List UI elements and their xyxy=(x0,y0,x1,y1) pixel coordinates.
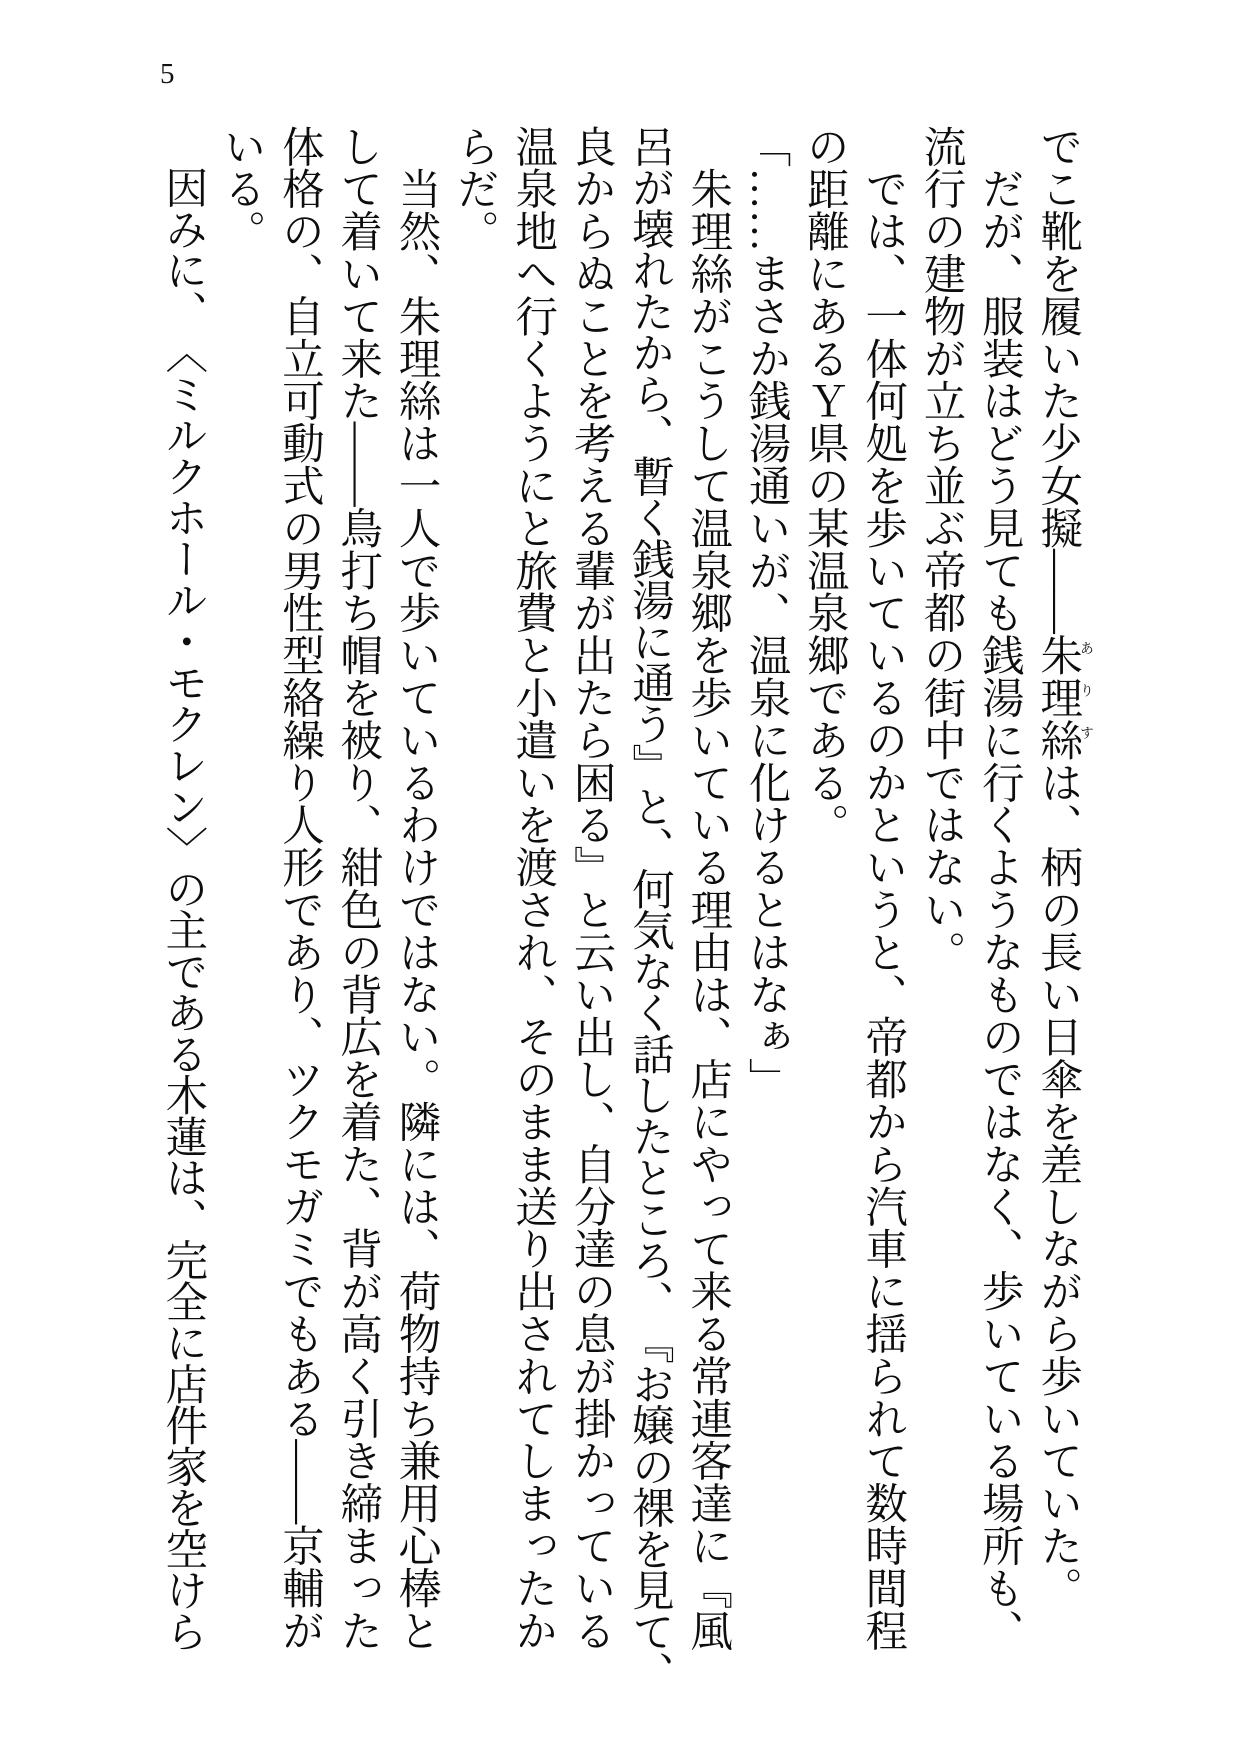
text-column: では、一体何処を歩いているのかというと、帝都から汽車に揺られて数時間程 xyxy=(859,125,907,1652)
text-column: 因みに、〈ミルクホール・モクレン〉の主である木蓮は、完全に店件家を空けら xyxy=(159,125,207,1652)
ruby-annotation: ありす xyxy=(1078,641,1093,769)
text-column: 呂が壊れたから、暫く銭湯に通う』と、何気なく話したところ、『お嬢の裸を見て、 xyxy=(625,125,673,1693)
text-column: 「……まさか銭湯通いが、温泉に化けるとはなぁ」 xyxy=(742,125,790,1101)
text-column: 流行の建物が立ち並ぶ帝都の街中ではない。 xyxy=(917,125,965,973)
text-column: でこ靴を履いた少女擬――朱理絲は、柄の長い日傘を差しながら歩いていた。 xyxy=(1034,125,1082,1609)
text-column: いる。 xyxy=(217,125,265,253)
text-column: 体格の、自立可動式の男性型絡繰り人形であり、ツクモガミでもある――京輔が xyxy=(275,125,323,1652)
text-column: して着いて来た――鳥打ち帽を被り、紺色の背広を着た、背が高く引き締まった xyxy=(334,125,382,1652)
text-column: 温泉地へ行くようにと旅費と小遣いを渡され、そのまま送り出されてしまったか xyxy=(509,125,557,1652)
page-number: 5 xyxy=(160,58,175,90)
text-column: 朱理絲がこうして温泉郷を歩いている理由は、店にやって来る常連客達に『風 xyxy=(684,125,732,1652)
vertical-text-block xyxy=(153,125,1086,1725)
text-column: の距離にあるＹ県の某温泉郷である。 xyxy=(800,125,848,846)
text-column: だが、服装はどう見ても銭湯に行くようなものではなく、歩いている場所も、 xyxy=(975,125,1023,1652)
text-column: 良からぬことを考える輩が出たら困る』と云い出し、自分達の息が掛かっている xyxy=(567,125,615,1652)
text-column: らだ。 xyxy=(450,125,498,253)
text-column: 当然、朱理絲は一人で歩いているわけではない。隣には、荷物持ち兼用心棒と xyxy=(392,125,440,1652)
